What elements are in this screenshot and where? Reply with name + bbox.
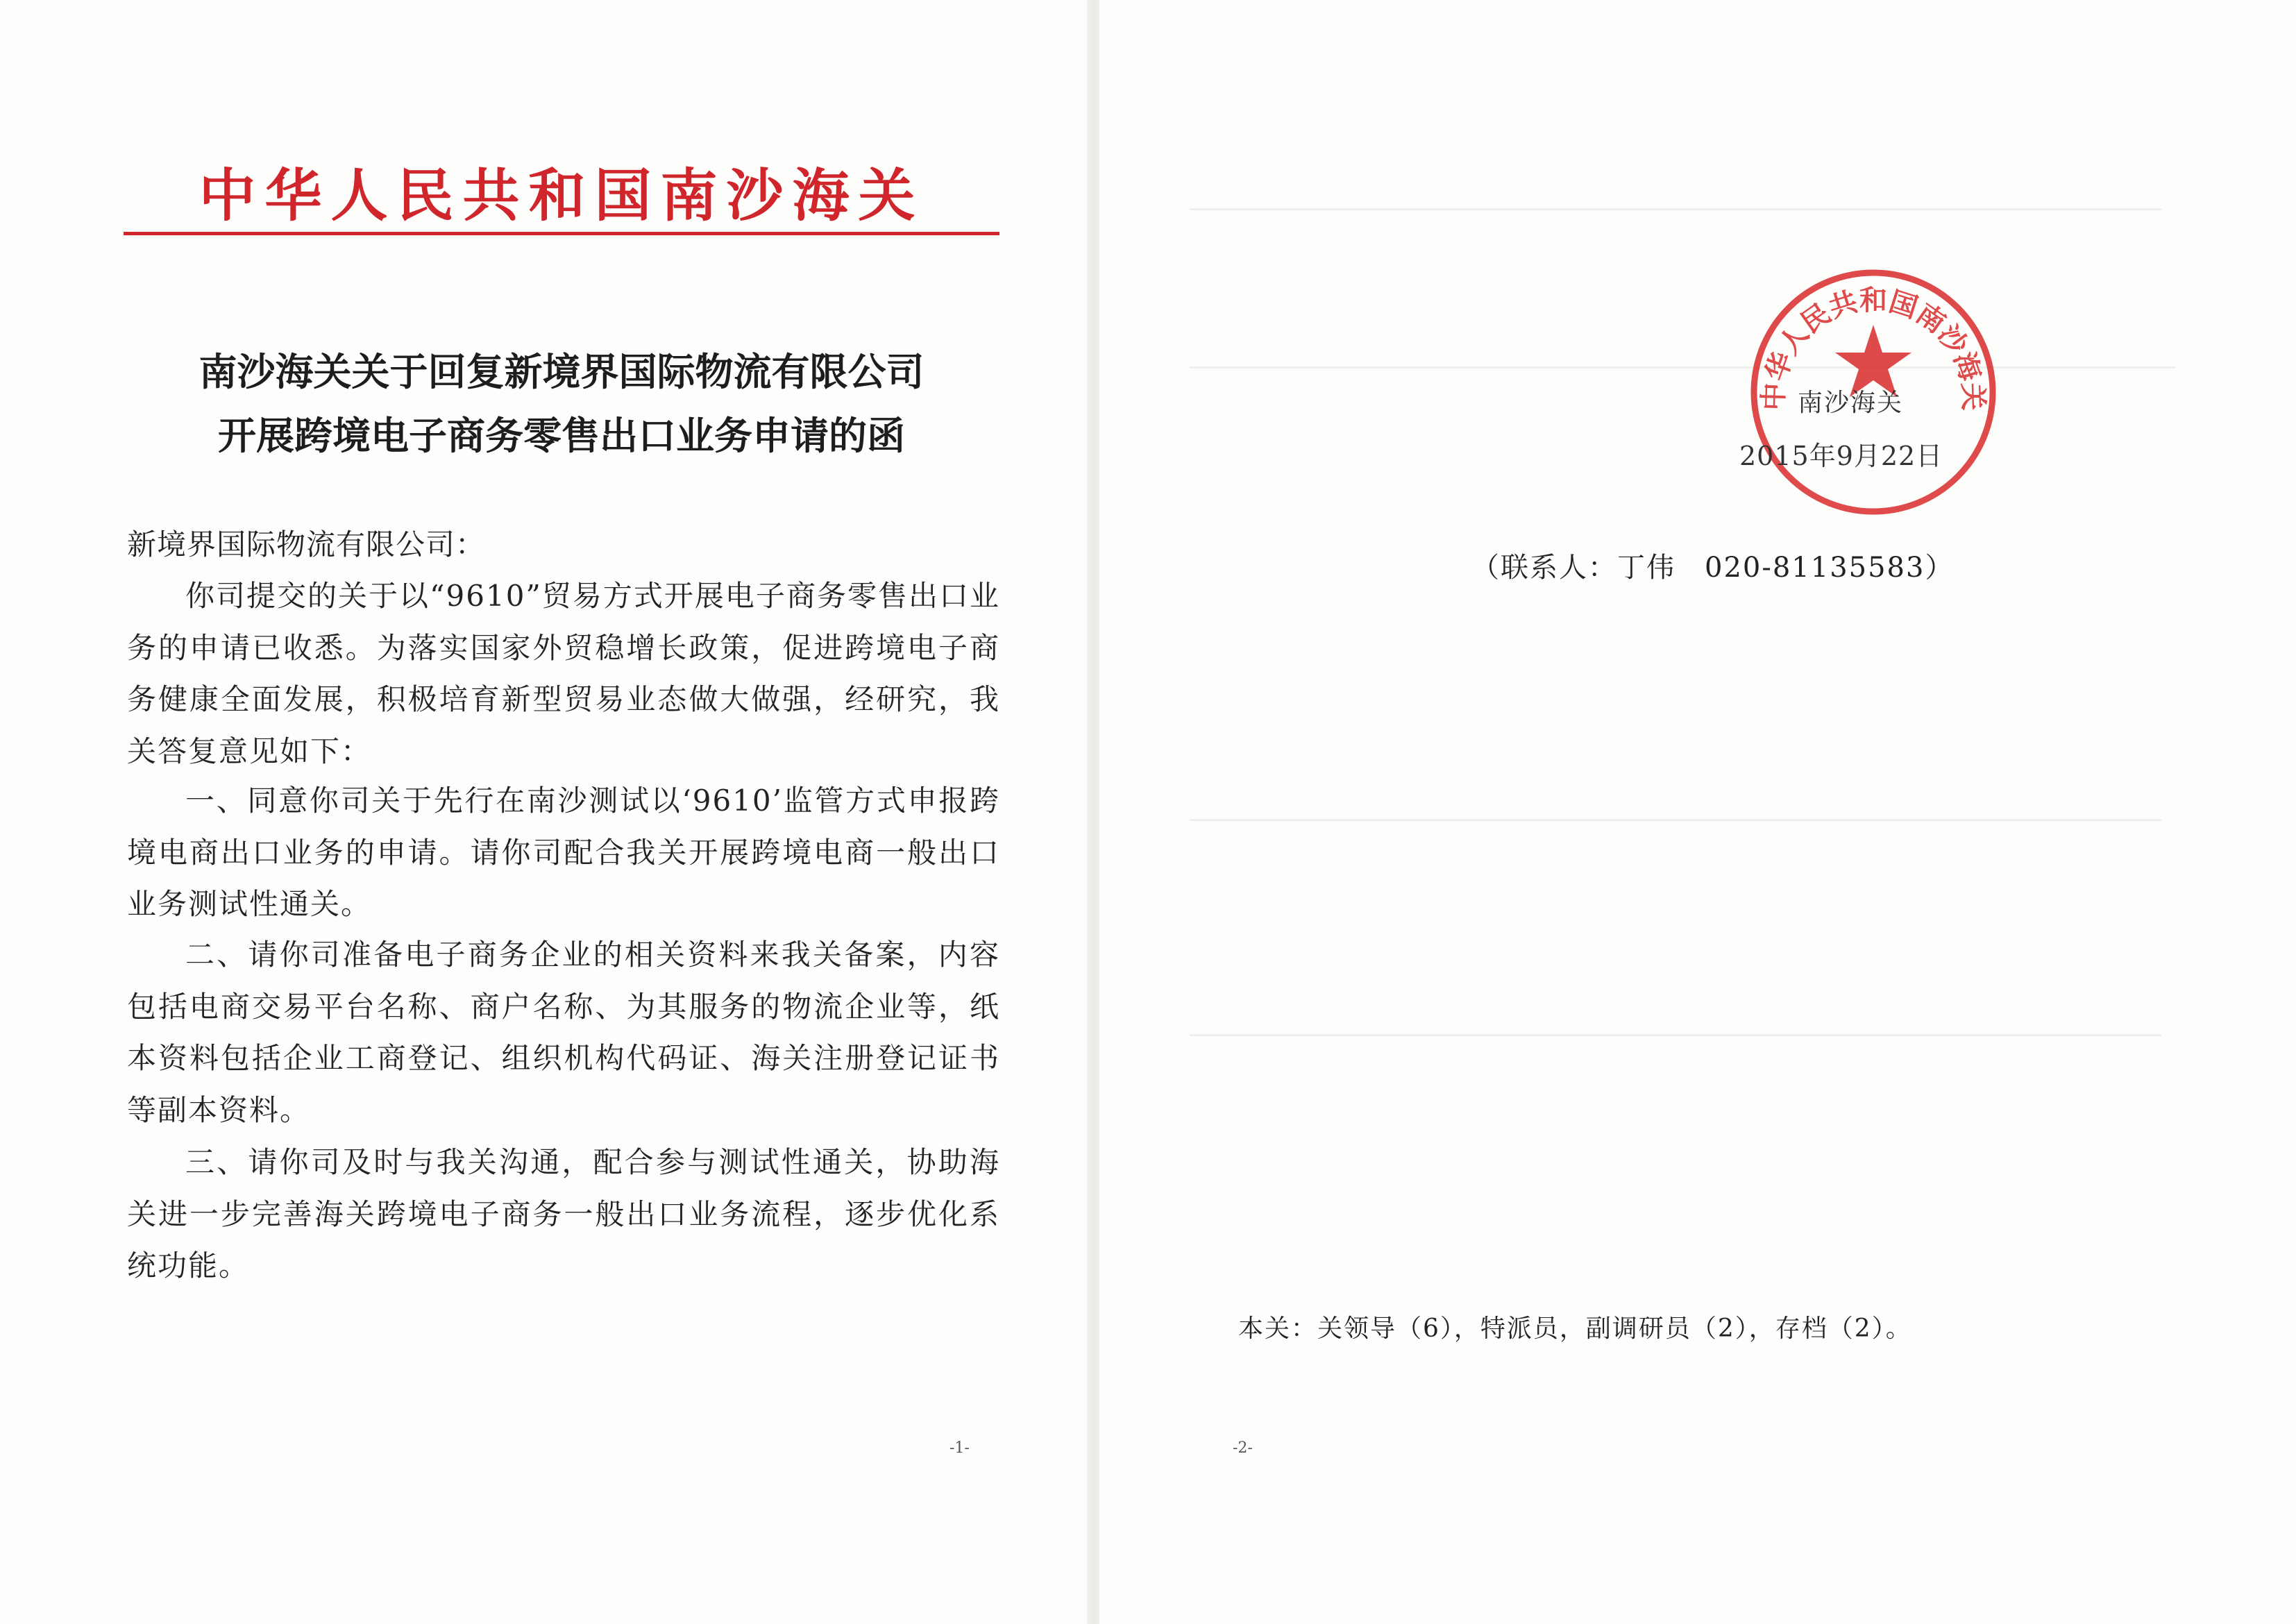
title-line-1: 南沙海关关于回复新境界国际物流有限公司 bbox=[199, 349, 925, 394]
title-line-2: 开展跨境电子商务零售出口业务申请的函 bbox=[217, 413, 905, 458]
letterhead: 中华人民共和国南沙海关 bbox=[199, 162, 925, 229]
issue-date: 2015年9月22日 bbox=[1739, 441, 1943, 471]
body-paragraph-item-2: 二、请你司准备电子商务企业的相关资料来我关备案，内容包括电商交易平台名称、商户名称、为其服务的物流企业等，纸本资料包括企业工商登记、组织机构代码证、海关注册登记证书等副本资料。 bbox=[127, 938, 1000, 1127]
page-gutter bbox=[1087, 0, 1101, 1624]
body-paragraph-intro: 你司提交的关于以“9610”贸易方式开展电子商务零售出口业务的申请已收悉。为落实国家外贸稳增长政策，促进跨境电子商务健康全面发展，积极培育新型贸易业态做大做强，经研究，我关答复意见如下： bbox=[127, 579, 1000, 768]
document-title bbox=[125, 340, 998, 468]
body-paragraph-item-3: 三、请你司及时与我关沟通，配合参与测试性通关，协助海关进一步完善海关跨境电子商务一般出口业务流程，逐步优化系统功能。 bbox=[127, 1145, 1000, 1283]
bleed-through-line bbox=[1190, 819, 2161, 821]
salutation: 新境界国际物流有限公司： bbox=[127, 527, 486, 561]
bleed-through-line bbox=[1190, 1034, 2161, 1036]
body-paragraph-item-1: 一、同意你司关于先行在南沙测试以‘9610’监管方式申报跨境电商出口业务的申请。请你司配合我关开展跨境电商一般出口业务测试性通关。 bbox=[127, 784, 1000, 921]
distribution-list: 本关：关领导（6），特派员，副调研员（2），存档（2）。 bbox=[1238, 1314, 1912, 1343]
bleed-through-line bbox=[1190, 366, 2175, 369]
contact-person: （联系人：丁伟 020-81135583） bbox=[1471, 552, 1955, 584]
page-1 bbox=[0, 0, 1088, 1624]
letterhead-rule bbox=[124, 232, 999, 235]
issuer-name: 南沙海关 bbox=[1798, 389, 1904, 417]
seal-text: 中华人民共和国南沙海关 bbox=[1757, 283, 1990, 412]
page-number-2: -2- bbox=[1233, 1439, 1253, 1457]
page-2 bbox=[1099, 0, 2296, 1624]
bleed-through-line bbox=[1190, 208, 2161, 210]
page-number-1: -1- bbox=[949, 1439, 970, 1457]
